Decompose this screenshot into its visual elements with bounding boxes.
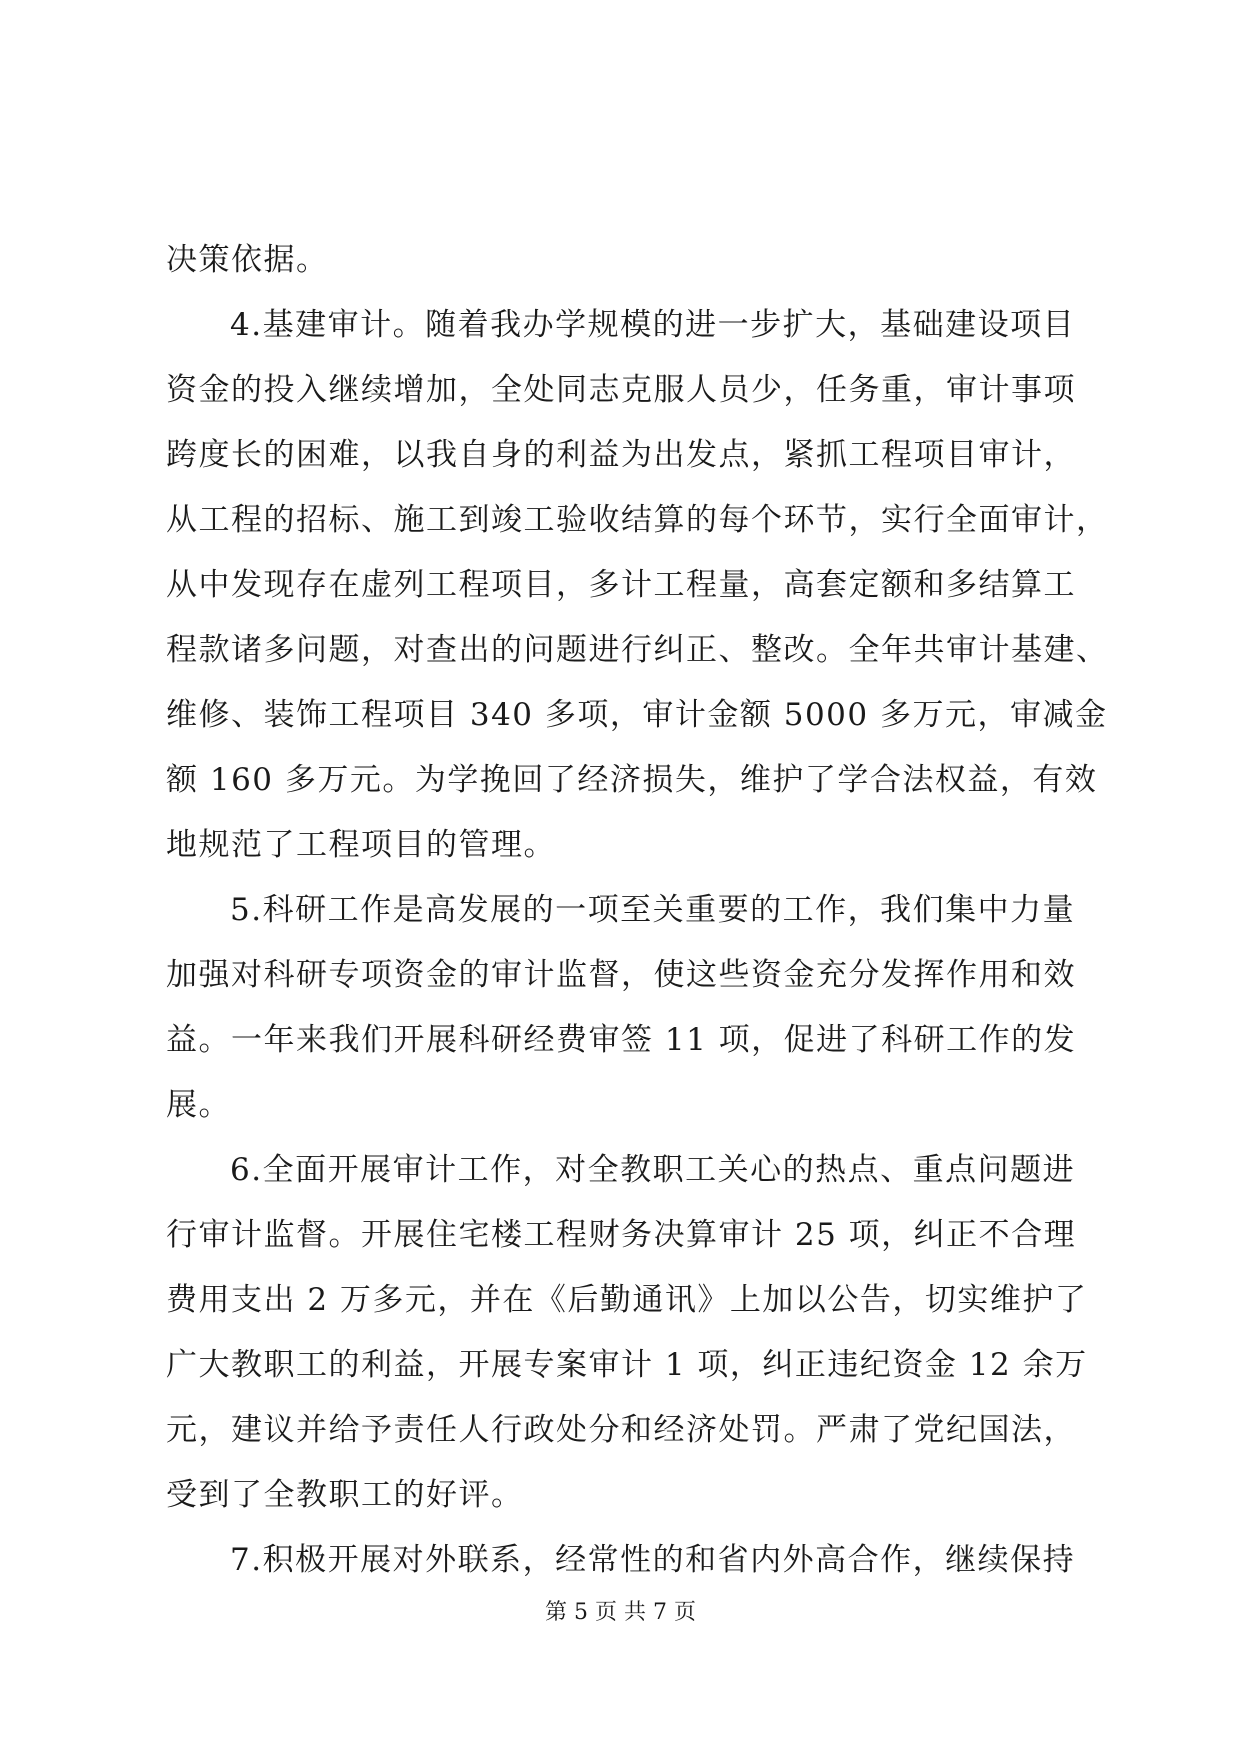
text-line: 跨度长的困难，以我自身的利益为出发点，紧抓工程项目审计， <box>166 437 1076 473</box>
text-line: 维修、装饰工程项目 340 多项，审计金额 5000 多万元，审减金 <box>166 697 1108 733</box>
text-line: 地规范了工程项目的管理。 <box>166 827 556 863</box>
body-text <box>166 228 1109 1593</box>
text-line: 额 160 多万元。为学挽回了经济损失，维护了学合法权益，有效 <box>166 762 1098 798</box>
text-line: 决策依据。 <box>166 242 329 278</box>
text-line: 资金的投入继续增加，全处同志克服人员少，任务重，审计事项 <box>166 372 1076 408</box>
text-line: 行审计监督。开展住宅楼工程财务决算审计 25 项，纠正不合理 <box>166 1217 1077 1253</box>
text-line: 程款诸多问题，对查出的问题进行纠正、整改。全年共审计基建、 <box>166 632 1109 668</box>
text-line: 6.全面开展审计工作，对全教职工关心的热点、重点问题进 <box>230 1152 1076 1188</box>
text-line: 元，建议并给予责任人行政处分和经济处罚。严肃了党纪国法， <box>166 1412 1076 1448</box>
text-line: 展。 <box>166 1087 231 1123</box>
text-line: 从工程的招标、施工到竣工验收结算的每个环节，实行全面审计， <box>166 502 1109 538</box>
text-line: 受到了全教职工的好评。 <box>166 1477 524 1513</box>
text-line: 7.积极开展对外联系，经常性的和省内外高合作，继续保持 <box>230 1542 1076 1578</box>
text-line: 加强对科研专项资金的审计监督，使这些资金充分发挥作用和效 <box>166 957 1076 993</box>
text-line: 费用支出 2 万多元，并在《后勤通讯》上加以公告，切实维护了 <box>166 1282 1088 1318</box>
text-line: 益。一年来我们开展科研经费审签 11 项，促进了科研工作的发 <box>166 1022 1077 1058</box>
text-line: 5.科研工作是高发展的一项至关重要的工作，我们集中力量 <box>230 892 1076 928</box>
page-number-footer: 第 5 页 共 7 页 <box>545 1600 696 1625</box>
text-line: 广大教职工的利益，开展专案审计 1 项，纠正违纪资金 12 余万 <box>166 1347 1088 1383</box>
text-line: 从中发现存在虚列工程项目，多计工程量，高套定额和多结算工 <box>166 567 1076 603</box>
text-line: 4.基建审计。随着我办学规模的进一步扩大，基础建设项目 <box>230 307 1076 343</box>
